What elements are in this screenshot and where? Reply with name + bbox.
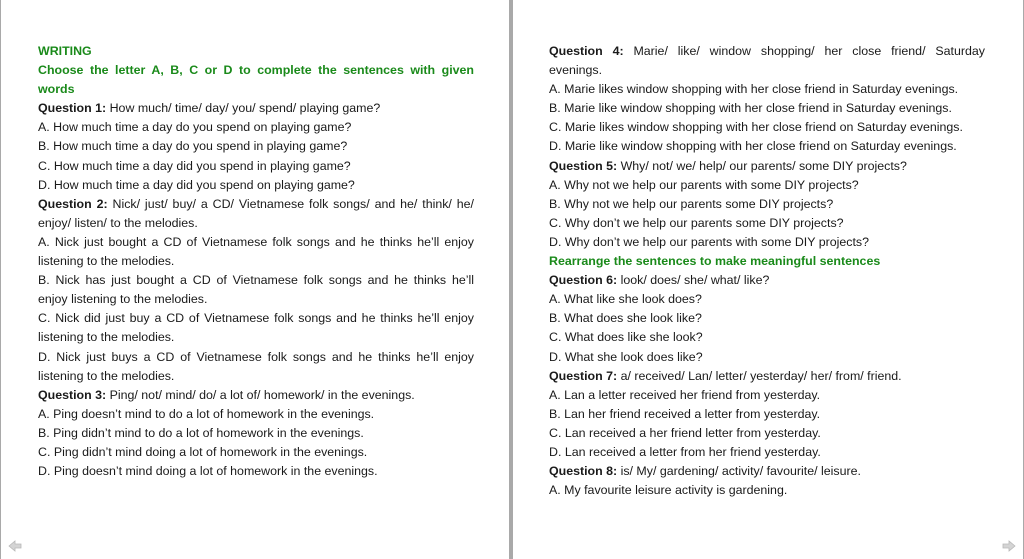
question-prompt: look/ does/ she/ what/ like?: [617, 273, 770, 288]
q5-option-d: D. Why don’t we help our parents with some DIY projects?: [549, 234, 870, 249]
q7-option-c: C. Lan received a her friend letter from yesterday.: [549, 425, 821, 440]
q5-option-c: C. Why don’t we help our parents some DIY projects?: [549, 215, 844, 230]
q7-option-a: A. Lan a letter received her friend from yesterday.: [549, 387, 821, 402]
section-heading: WRITING: [38, 44, 92, 58]
question-5: [549, 157, 985, 176]
q3-option-b: B. Ping didn’t mind to do a lot of homework in the evenings.: [38, 425, 364, 440]
instruction-line-1: Choose the letter A, B, C or D to complete the sentences with given: [38, 63, 474, 78]
q2-option-d-cont: listening to the melodies.: [38, 368, 175, 383]
question-prompt: is/ My/ gardening/ activity/ favourite/ leisure.: [617, 464, 861, 479]
question-label: Question 3:: [38, 387, 107, 402]
q7-option-d: D. Lan received a letter from her friend yesterday.: [549, 444, 821, 459]
question-prompt: Nick/ just/ buy/ a CD/ Vietnamese folk songs/ and he/ think/ he/: [107, 196, 474, 211]
q4-option-a: A. Marie likes window shopping with her close friend in Saturday evenings.: [549, 82, 959, 97]
instruction-line-2: words: [38, 82, 75, 97]
left-page-content: [38, 42, 474, 481]
q2-option-d: D. Nick just buys a CD of Vietnamese folk songs and he thinks he’ll enjoy: [38, 349, 474, 364]
section-heading-rearrange: Rearrange the sentences to make meaningful sentences: [549, 254, 881, 269]
q5-option-b: B. Why not we help our parents some DIY projects?: [549, 196, 834, 211]
question-label: Question 6:: [549, 273, 618, 288]
q2-option-b: B. Nick has just bought a CD of Vietnamese folk songs and he thinks he’ll: [38, 273, 474, 288]
q8-option-a: A. My favourite leisure activity is gardening.: [549, 483, 788, 498]
q2-option-b-cont: enjoy listening to the melodies.: [38, 292, 208, 307]
q1-option-b: B. How much time a day do you spend in playing game?: [38, 139, 348, 154]
q2-option-a-cont: listening to the melodies.: [38, 254, 175, 269]
question-label: Question 5:: [549, 158, 618, 173]
q2-option-c-cont: listening to the melodies.: [38, 330, 175, 345]
q1-option-a: A. How much time a day do you spend on playing game?: [38, 120, 352, 135]
question-label: Question 7:: [549, 368, 618, 383]
q1-option-c: C. How much time a day did you spend in playing game?: [38, 158, 351, 173]
q6-option-a: A. What like she look does?: [549, 292, 702, 307]
question-label: Question 1:: [38, 101, 107, 116]
q2-option-c: C. Nick did just buy a CD of Vietnamese folk songs and he thinks he’ll enjoy: [38, 311, 474, 326]
q6-option-d: D. What she look does like?: [549, 349, 703, 364]
q5-option-a: A. Why not we help our parents with some DIY projects?: [549, 177, 859, 192]
q3-option-d: D. Ping doesn’t mind doing a lot of homework in the evenings.: [38, 464, 378, 479]
question-label: Question 4:: [549, 44, 624, 58]
question-2-line-2: enjoy/ listen/ to the melodies.: [38, 215, 198, 230]
q4-option-c: C. Marie likes window shopping with her close friend on Saturday evenings.: [549, 120, 963, 135]
q6-option-c: C. What does like she look?: [549, 330, 703, 345]
q2-option-a: A. Nick just bought a CD of Vietnamese folk songs and he thinks he’ll enjoy: [38, 234, 474, 249]
question-7: [549, 367, 985, 386]
question-2: [38, 195, 474, 214]
question-label: Question 2:: [38, 196, 108, 211]
q7-option-b: B. Lan her friend received a letter from yesterday.: [549, 406, 821, 421]
right-page-content: [549, 42, 985, 500]
right-page: [513, 0, 1023, 559]
question-4-line-2: evenings.: [549, 63, 603, 78]
q4-option-d: D. Marie like window shopping with her close friend on Saturday evenings.: [549, 139, 957, 154]
q1-option-d: D. How much time a day did you spend on playing game?: [38, 177, 355, 192]
q4-option-b: B. Marie like window shopping with her close friend in Saturday evenings.: [549, 101, 952, 116]
question-1: [38, 99, 474, 118]
question-4: [549, 42, 985, 61]
q6-option-b: B. What does she look like?: [549, 311, 702, 326]
question-prompt: How much/ time/ day/ you/ spend/ playing game?: [106, 101, 381, 116]
question-6: [549, 271, 985, 290]
q3-option-c: C. Ping didn’t mind doing a lot of homework in the evenings.: [38, 444, 368, 459]
arrow-right-icon[interactable]: [1002, 540, 1016, 552]
left-page: [1, 0, 509, 559]
question-prompt: Marie/ like/ window shopping/ her close friend/ Saturday: [623, 44, 985, 58]
q3-option-a: A. Ping doesn’t mind to do a lot of homework in the evenings.: [38, 406, 375, 421]
question-label: Question 8:: [549, 464, 618, 479]
question-3: [38, 386, 474, 405]
question-prompt: a/ received/ Lan/ letter/ yesterday/ her/ from/ friend.: [617, 368, 902, 383]
question-prompt: Ping/ not/ mind/ do/ a lot of/ homework/ in the evenings.: [106, 387, 415, 402]
arrow-left-icon[interactable]: [8, 540, 22, 552]
question-prompt: Why/ not/ we/ help/ our parents/ some DIY projects?: [617, 158, 907, 173]
question-8: [549, 462, 985, 481]
